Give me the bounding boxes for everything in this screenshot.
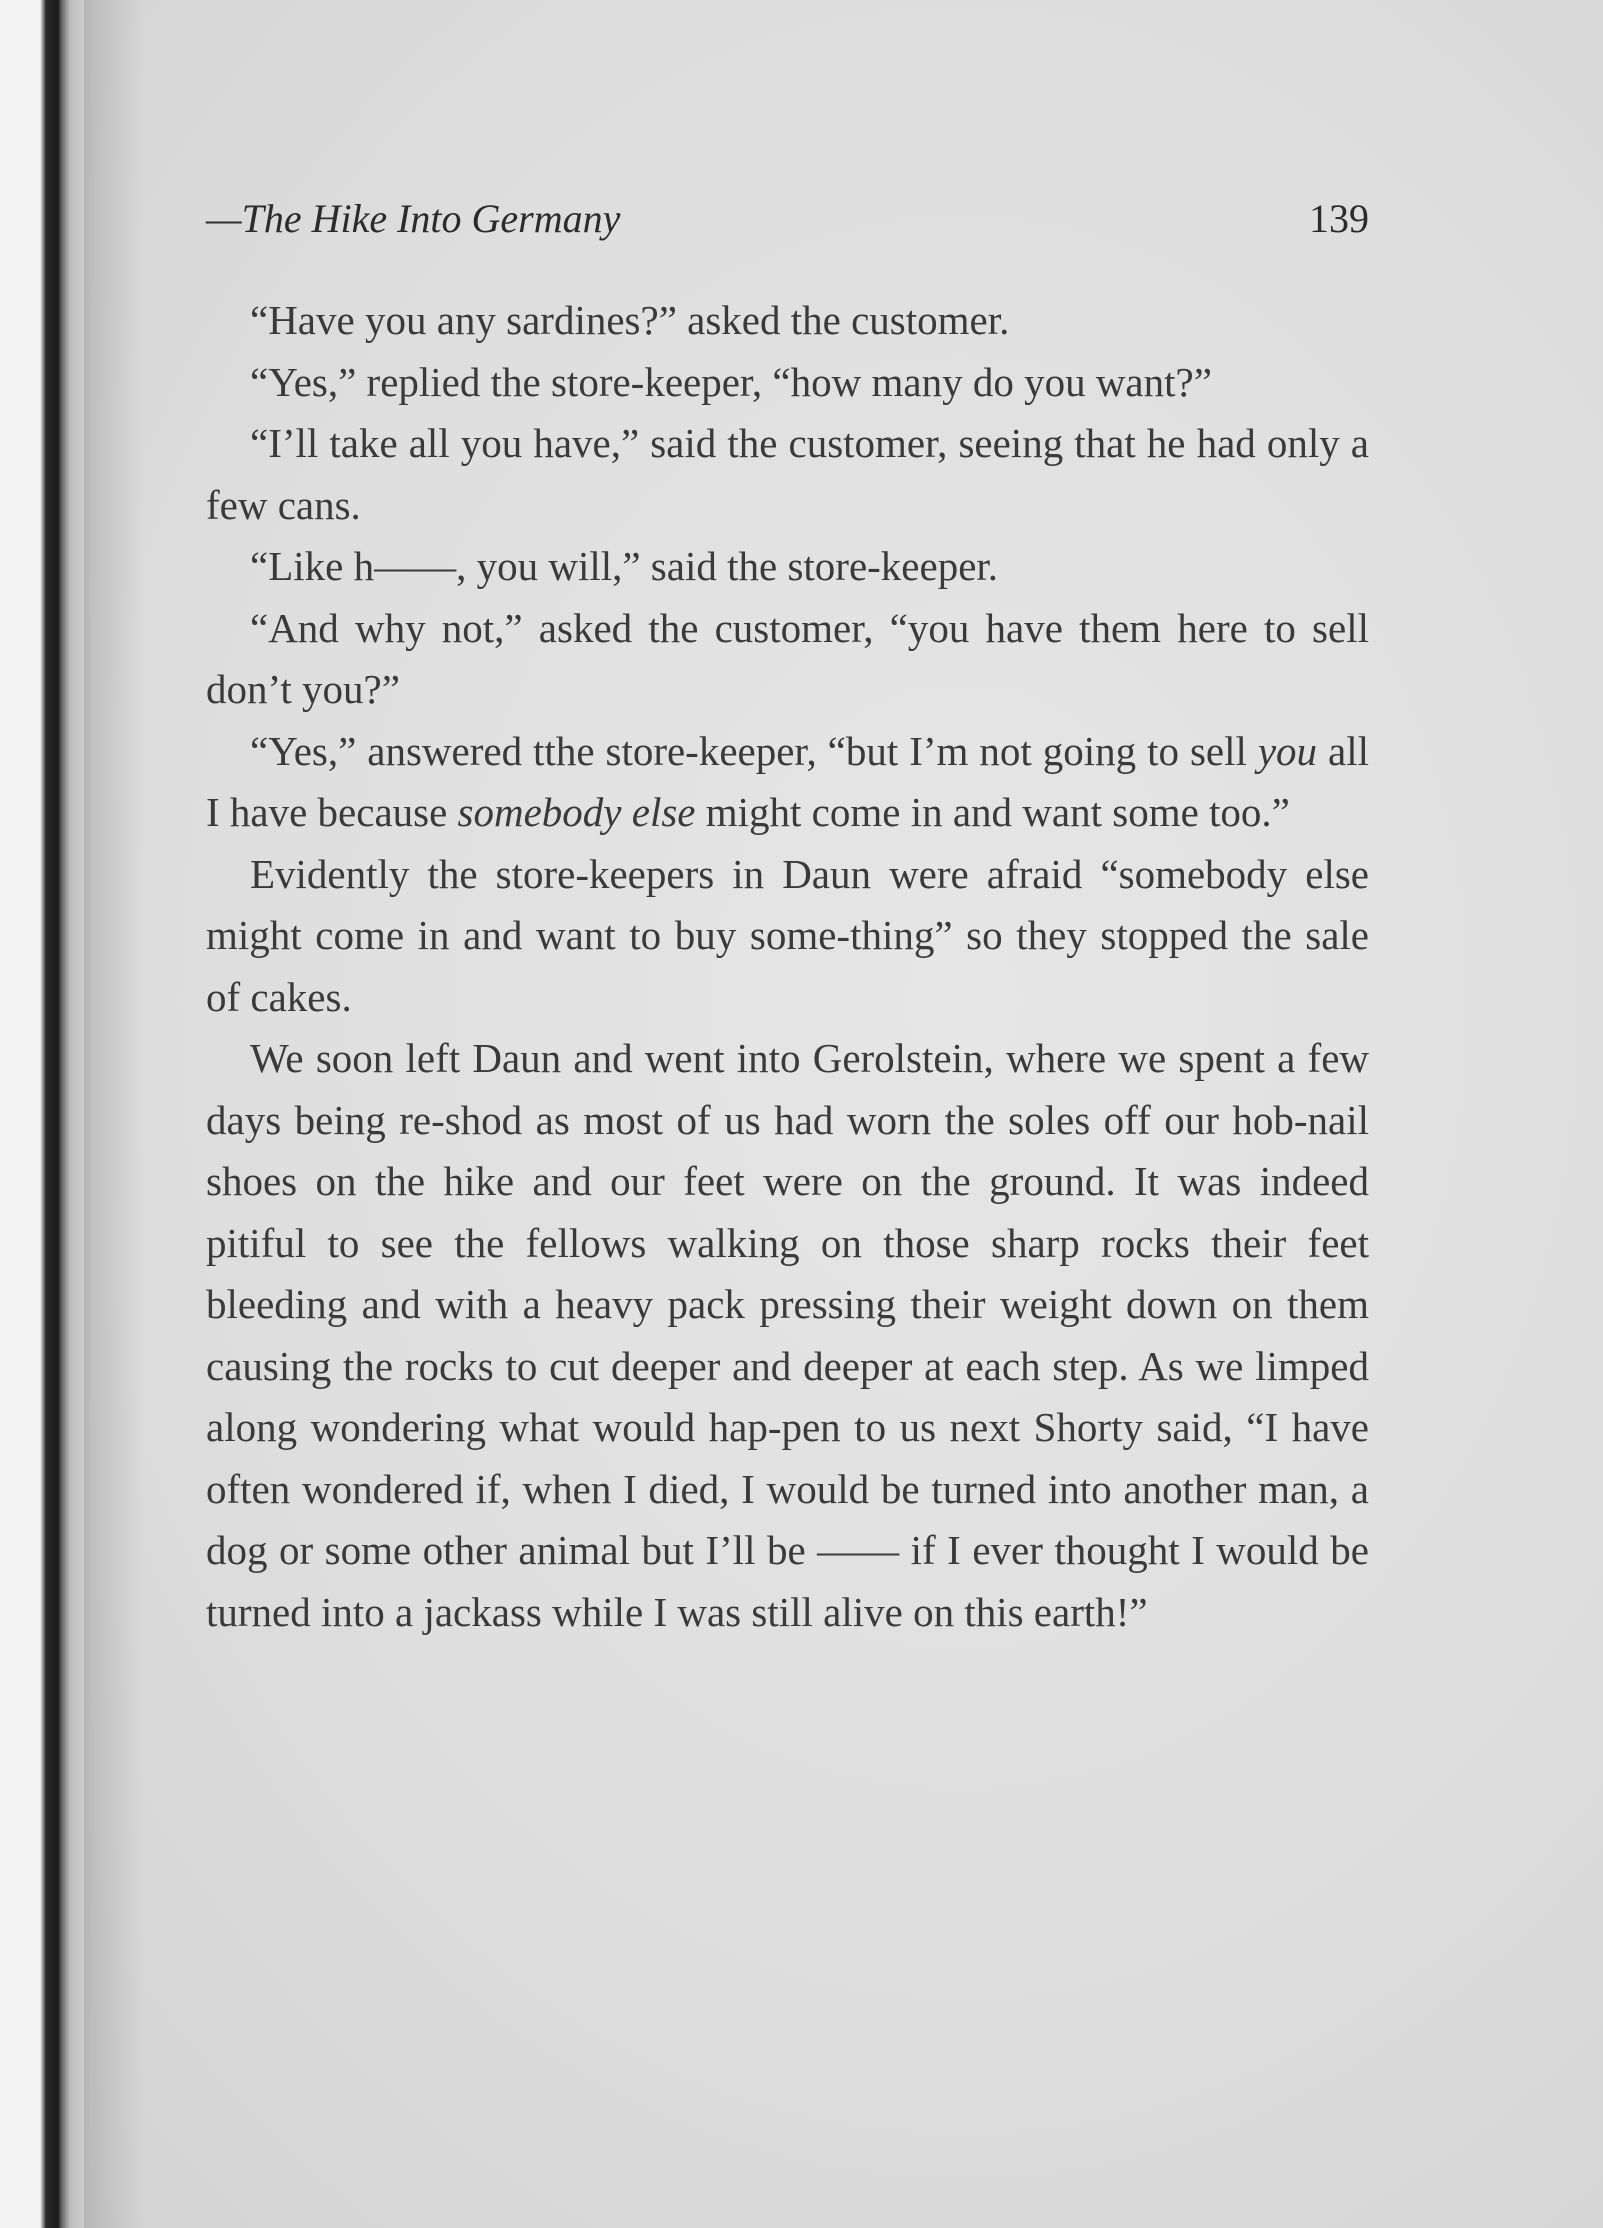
text-run: “Have you any sardines?” asked the customer. xyxy=(250,297,1010,343)
body-text xyxy=(206,290,1369,1643)
emphasis-text: you xyxy=(1257,727,1318,774)
text-run: We soon left Daun and went into Gerolstein, where we spent a few days being re-shod as most of us had worn the soles off our hob-nail shoes on the hike and our feet were on the ground. It was indeed pitiful to see the fellows walking on those sharp rocks their feet bleeding and with a heavy pack pressing their weight down on them causing the rocks to cut deeper and deeper at each step. As we limped along wondering what would hap-pen to us next Shorty said, “I have often wondered if, when I died, I would be turned into another man, a dog or some other animal but I’ll be —— if I ever thought I would be turned into a jackass while I was still alive on this earth!” xyxy=(206,1035,1369,1635)
text-run: “Yes,” replied the store-keeper, “how many do you want?” xyxy=(250,358,1212,405)
book-binding xyxy=(0,0,90,2228)
text-run: “Yes,” answered tthe store-keeper, “but I’m not going to sell xyxy=(250,727,1258,774)
paragraph xyxy=(206,352,1369,414)
running-head-title: —The Hike Into Germany xyxy=(206,196,621,241)
text-run: “I’ll take all you have,” said the customer, seeing that he had only a few cans. xyxy=(206,420,1369,528)
text-run: Evidently the store-keepers in Daun were afraid “somebody else might come in and want to buy some-thing” so they stopped the sale of cakes. xyxy=(206,850,1369,1020)
running-head xyxy=(206,195,1369,255)
paragraph xyxy=(206,290,1369,352)
text-run: “Like h——, you will,” said the store-keeper. xyxy=(250,543,999,589)
paragraph xyxy=(206,844,1369,1029)
emphasis-text: somebody else xyxy=(457,789,696,835)
paragraph xyxy=(206,721,1369,844)
text-run: “And why not,” asked the customer, “you have them here to sell don’t you?” xyxy=(206,604,1369,712)
paragraph xyxy=(206,536,1369,598)
paragraph xyxy=(206,413,1369,536)
text-run: all I have because xyxy=(206,727,1369,835)
text-run: might come in and want some too.” xyxy=(695,789,1290,835)
page-number: 139 xyxy=(1309,196,1369,241)
gutter-shadow xyxy=(84,0,144,2228)
paragraph xyxy=(206,598,1369,721)
paragraph xyxy=(206,1028,1369,1643)
